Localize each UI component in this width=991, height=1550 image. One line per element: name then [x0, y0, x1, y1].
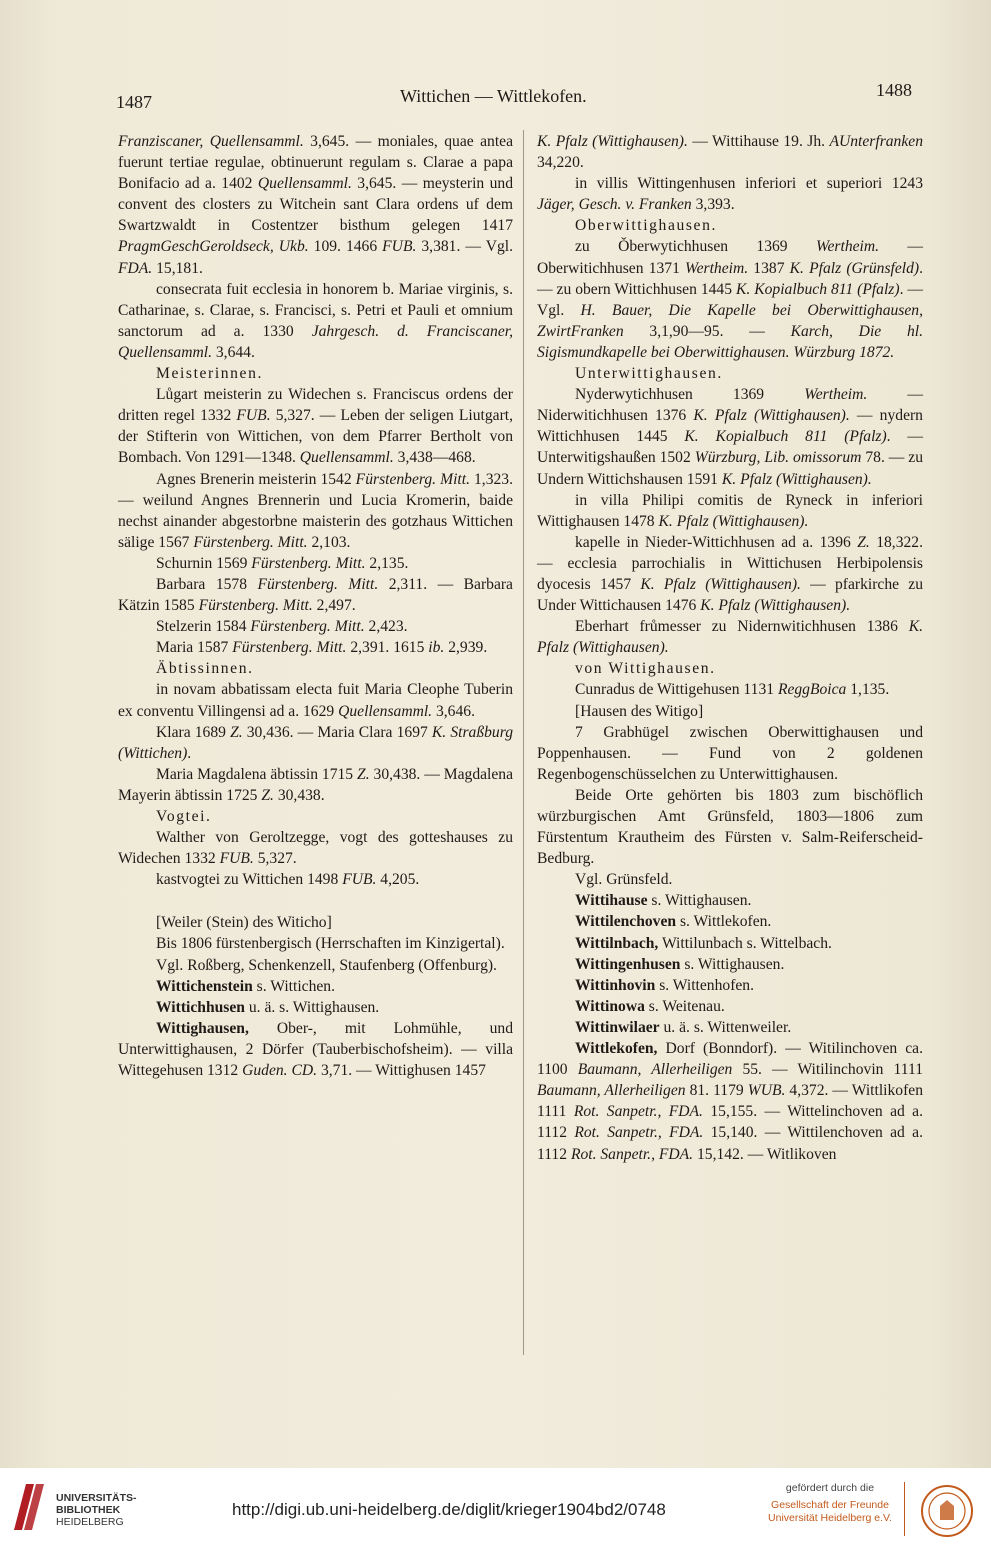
text-paragraph: Wittlekofen, Dorf (Bonndorf). — Witilinchoven ca. 1100 Baumann, Allerheiligen 55. — Witilinchovin 1111 Baumann, Allerheiligen 81. 1179 WUB. 4,372. — Wittlikofen 1111 Rot. Sanpetr., FDA. 15,155. — Wittelinchoven ad a. 1112 Rot. Sanpetr., FDA. 15,140. — Wittilenchoven ad a. 1112 Rot. Sanpetr., FDA. 15,142. — Witlikoven: [537, 1040, 923, 1163]
text-paragraph: kastvogtei zu Wittichen 1498 FUB. 4,205.: [156, 871, 420, 889]
text-paragraph: Beide Orte gehörten bis 1803 zum bischöflich würzburgischen Amt Grünsfeld, 1803—1806 zum Fürstentum Krautheim des Fürsten v. Salm-Reiferscheid-Bedburg.: [537, 786, 923, 868]
text-paragraph: Wittinhovin s. Wittenhofen.: [575, 976, 755, 994]
sponsor-name-line: Universität Heidelberg e.V.: [768, 1512, 892, 1524]
page-number-left: 1487: [116, 92, 152, 112]
text-paragraph: Vgl. Grünsfeld.: [575, 871, 673, 889]
text-paragraph: zu Ǒberwytichhusen 1369 Wertheim. — Oberwitichhusen 1371 Wertheim. 1387 K. Pfalz (Grünsfeld). — zu obern Wittichhusen 1445 K. Kopialbuch 811 (Pfalz). — Vgl. H. Bauer, Die Kapelle bei Oberwittighausen, ZwirtFranken 3,1,90—95. — Karch, Die hl. Sigismundkapelle bei Oberwittighausen. Würzburg 1872.: [537, 238, 924, 361]
text-paragraph: Wittighausen, Ober-, mit Lohmühle, und Unterwittighausen, 2 Dörfer (Tauberbischofsheim). — villa Wittegehusen 1312 Guden. CD. 3,71. — Wittighusen 1457: [118, 1019, 513, 1080]
text-paragraph: Vgl. Roßberg, Schenkenzell, Staufenberg (Offenburg).: [156, 956, 497, 974]
page-number-right: 1488: [876, 80, 912, 100]
text-paragraph: Wittinwilaer u. ä. s. Wittenweiler.: [575, 1018, 792, 1036]
text-paragraph: [Weiler (Stein) des Witicho]: [156, 914, 332, 932]
text-paragraph: Wittingenhusen s. Wittighausen.: [575, 955, 785, 973]
text-paragraph: Agnes Brenerin meisterin 1542 Fürstenberg. Mitt. 1,323. — weilund Angnes Brennerin und Lucia Kromerin, baide nechst ainander abgestorbne maisterin des gotzhaus Wittichen sälige 1567 Fürstenberg. Mitt. 2,103.: [118, 470, 513, 551]
text-paragraph: in villa Philipi comitis de Ryneck in inferiori Wittighausen 1478 K. Pfalz (Wittighausen).: [537, 491, 923, 530]
sponsor-credit: [750, 1482, 910, 1525]
text-paragraph: Nyderwytichhusen 1369 Wertheim. — Niderwitichhusen 1376 K. Pfalz (Wittighausen). — nydern Wittichhusen 1445 K. Kopialbuch 811 (Pfalz). — Unterwitigshaußen 1502 Würzburg, Lib. omissorum 78. — zu Undern Wittichshausen 1591 K. Pfalz (Wittighausen).: [537, 386, 924, 488]
text-paragraph: Franziscaner, Quellensamml. 3,645. — moniales, quae antea fuerunt tertiae regulae, obtinuerunt regulam s. Clarae a papa Bonifacio ad a. 1402 Quellensamml. 3,645. — meysterin und convent des closters zu Witchein sant Clara ordens uf dem Swartzwaldt in Costentzer bisthum gelegen 1417 PragmGeschGeroldseck, Ukb. 109. 1466 FUB. 3,381. — Vgl. FDA. 15,181.: [118, 133, 513, 277]
sponsor-name-line: Gesellschaft der Freunde: [771, 1499, 889, 1511]
text-paragraph: Wittinowa s. Weitenau.: [575, 997, 725, 1015]
permalink-url[interactable]: http://digi.ub.uni-heidelberg.de/diglit/krieger1904bd2/0748: [232, 1500, 666, 1519]
text-paragraph: Cunradus de Wittigehusen 1131 ReggBoica 1,135.: [575, 681, 890, 699]
library-name-line: BIBLIOTHEK: [56, 1504, 121, 1516]
text-paragraph: Wittilnbach, Wittilunbach s. Wittelbach.: [575, 934, 832, 952]
text-paragraph: Maria 1587 Fürstenberg. Mitt. 2,391. 1615 ib. 2,939.: [156, 639, 488, 657]
text-paragraph: in villis Wittingenhusen inferiori et superiori 1243 Jäger, Gesch. v. Franken 3,393.: [537, 175, 923, 214]
section-heading: Oberwittighausen.: [575, 217, 717, 235]
sponsor-divider: [904, 1482, 905, 1536]
text-paragraph: Walther von Geroltzegge, vogt des gotteshauses zu Widechen 1332 FUB. 5,327.: [118, 829, 513, 868]
section-heading: Meisterinnen.: [156, 365, 263, 383]
right-column: [537, 131, 923, 1165]
running-header: [0, 78, 991, 118]
section-heading: Unterwittighausen.: [575, 365, 723, 383]
library-name-line: HEIDELBERG: [56, 1516, 124, 1528]
section-heading: Vogtei.: [156, 808, 212, 825]
text-paragraph: [Hausen des Witigo]: [575, 702, 704, 720]
text-paragraph: consecrata fuit ecclesia in honorem b. Mariae virginis, s. Catharinae, s. Clarae, s. Francisci, s. Petri et Pauli et omnium sanctorum ad a. 1330 Jahrgesch. d. Franciscaner, Quellensamml. 3,644.: [118, 280, 513, 361]
text-paragraph: Schurnin 1569 Fürstenberg. Mitt. 2,135.: [156, 554, 409, 572]
text-paragraph: Maria Magdalena äbtissin 1715 Z. 30,438. — Magdalena Mayerin äbtissin 1725 Z. 30,438.: [118, 765, 514, 804]
section-heading: Äbtissinnen.: [156, 660, 254, 678]
running-title: Wittichen — Wittlekofen.: [400, 86, 587, 106]
text-paragraph: Wittihause s. Wittighausen.: [575, 892, 752, 910]
text-paragraph: in novam abbatissam electa fuit Maria Cleophe Tuberin ex conventu Villingensi ad a. 1629 Quellensamml. 3,646.: [118, 681, 513, 720]
text-paragraph: Klara 1689 Z. 30,436. — Maria Clara 1697 K. Straßburg (Wittichen).: [118, 723, 513, 762]
library-name: [56, 1492, 137, 1528]
text-paragraph: K. Pfalz (Wittighausen). — Wittihause 19. Jh. AUnterfranken 34,220.: [537, 133, 923, 172]
university-seal-icon: [920, 1484, 974, 1538]
paragraph-gap: [118, 890, 513, 912]
library-name-line: UNIVERSITÄTS-: [56, 1492, 137, 1504]
sponsor-intro: gefördert durch die: [785, 1482, 875, 1494]
text-paragraph: Stelzerin 1584 Fürstenberg. Mitt. 2,423.: [156, 618, 408, 636]
column-divider: [523, 130, 524, 1355]
text-paragraph: Bis 1806 fürstenbergisch (Herrschaften im Kinzigertal).: [156, 935, 505, 953]
text-paragraph: Barbara 1578 Fürstenberg. Mitt. 2,311. — Barbara Kätzin 1585 Fürstenberg. Mitt. 2,497.: [118, 575, 513, 615]
university-library-logo-icon: [12, 1482, 46, 1532]
text-paragraph: Wittilenchoven s. Wittlekofen.: [575, 913, 772, 931]
text-paragraph: Eberhart frůmesser zu Nidernwitichhusen 1386 K. Pfalz (Wittighausen).: [537, 618, 923, 657]
digitization-footer: [0, 1468, 991, 1550]
text-paragraph: Lůgart meisterin zu Widechen s. Franciscus ordens der dritten regel 1332 FUB. 5,327. — Leben der seligen Liutgart, der Stifterin von Wittichen, von dem Pfarrer Bertholt von Bombach. Von 1291—1348. Quellensamml. 3,438—468.: [118, 386, 513, 467]
left-column: [118, 131, 513, 1081]
text-paragraph: Wittichenstein s. Wittichen.: [156, 977, 335, 995]
section-heading: von Wittighausen.: [575, 660, 716, 678]
text-paragraph: 7 Grabhügel zwischen Oberwittighausen und Poppenhausen. — Fund von 2 goldenen Regenbogenschüsselchen zu Unterwittighausen.: [537, 723, 923, 783]
text-paragraph: Wittichhusen u. ä. s. Wittighausen.: [156, 998, 380, 1016]
text-paragraph: kapelle in Nieder-Wittichhusen ad a. 1396 Z. 18,322. — ecclesia parrochialis in Wittichusen Herbipolensis dyocesis 1457 K. Pfalz (Wittighausen). — pfarkirche zu Under Wittichausen 1476 K. Pfalz (Wittighausen).: [537, 533, 924, 615]
